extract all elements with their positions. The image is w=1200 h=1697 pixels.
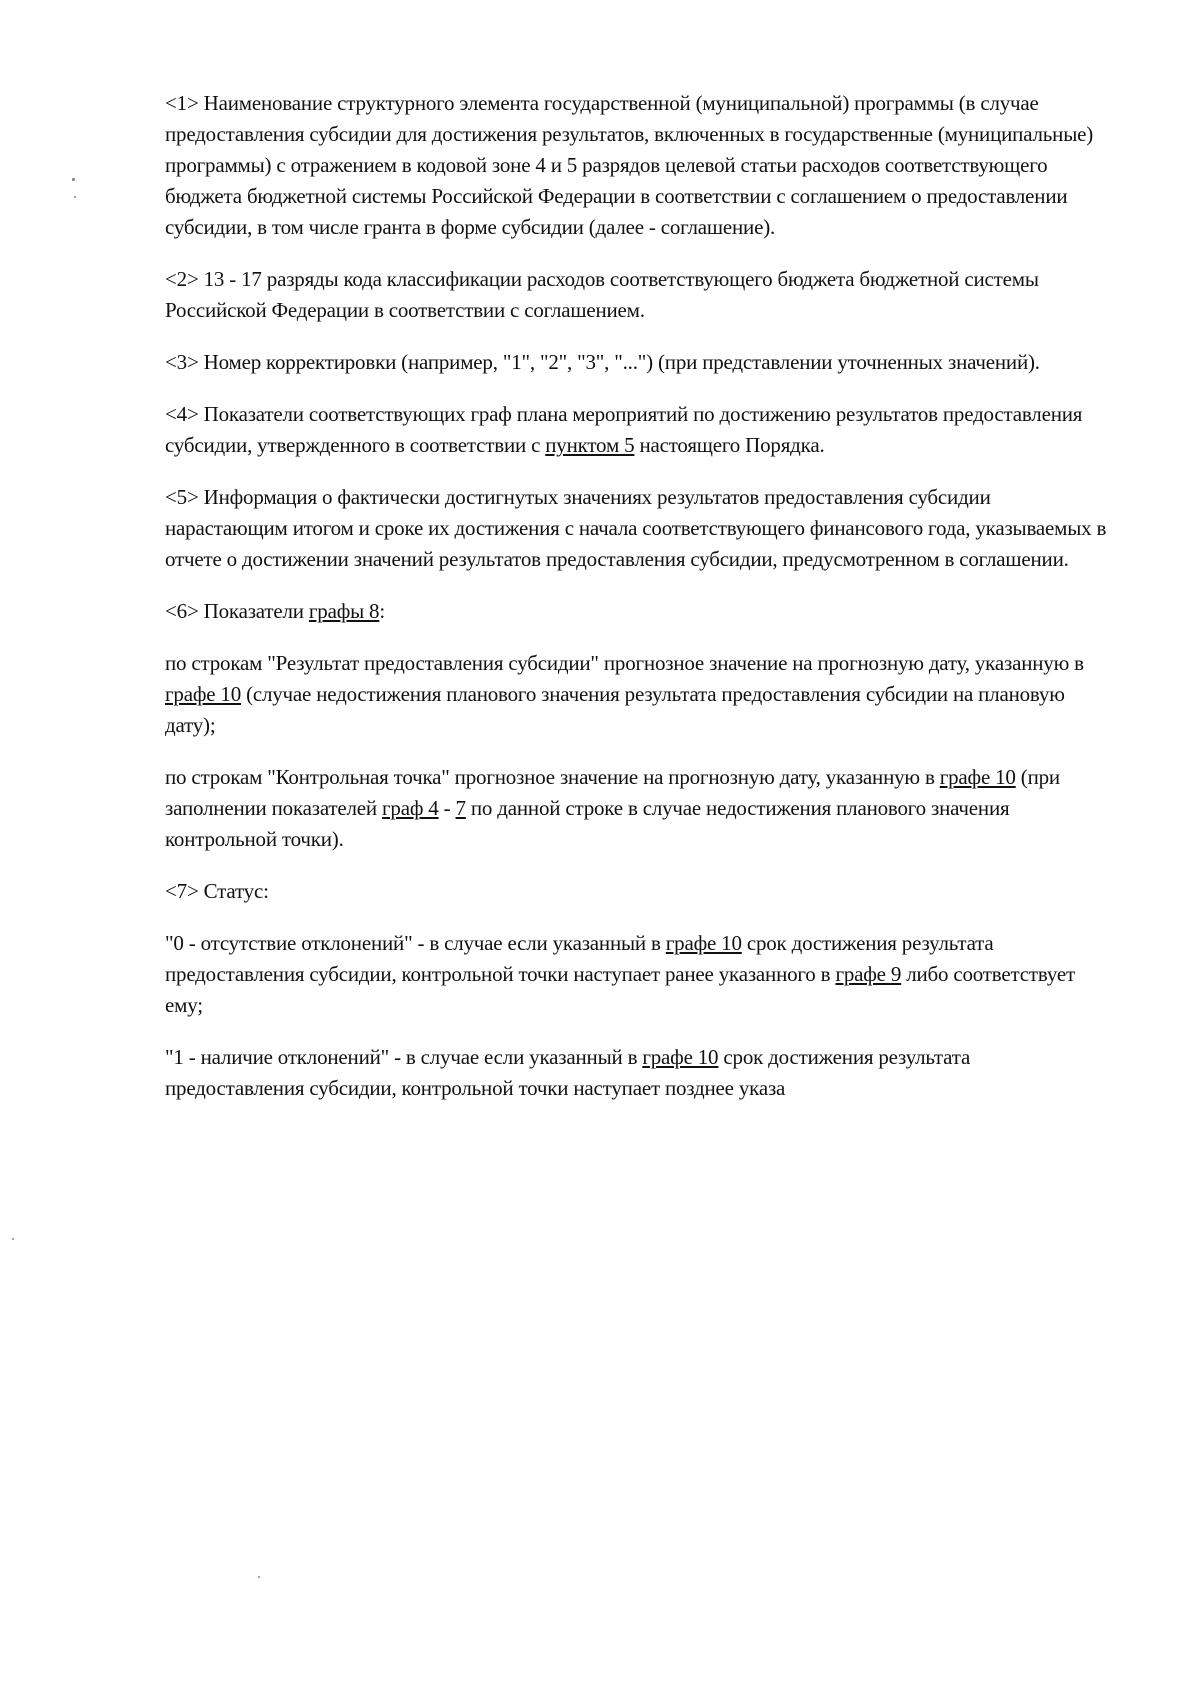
paragraph-text: срок достижения результата предоставления субсидии, контрольной точки наступает ранее указанного в: [165, 931, 994, 986]
paragraph-text: <7> Статус:: [165, 879, 269, 903]
scan-speck: [72, 178, 75, 181]
paragraph-text: по строкам "Контрольная точка" прогнозное значение на прогнозную дату, указанную в: [165, 765, 940, 789]
footnotes-text: [165, 88, 1113, 1125]
scan-speck: [74, 196, 76, 198]
paragraph-text: "1 - наличие отклонений" - в случае если указанный в: [165, 1045, 643, 1069]
footnote-paragraph-note-4: [165, 399, 1113, 461]
paragraph-text: <3> Номер корректировки (например, "1", "2", "3", "...") (при представлении уточненных значений).: [165, 350, 1040, 374]
paragraph-text: по данной строке в случае недостижения планового значения контрольной точки).: [165, 796, 1010, 851]
cross-reference-link[interactable]: графе 9: [835, 962, 902, 986]
footnote-paragraph-note-6: [165, 596, 1113, 627]
paragraph-text: либо соответствует ему;: [165, 962, 1075, 1017]
cross-reference-link[interactable]: 7: [455, 796, 466, 820]
footnote-paragraph-note-7-a: [165, 928, 1113, 1021]
cross-reference-link[interactable]: графе 10: [642, 1045, 719, 1069]
cross-reference-link[interactable]: графе 10: [939, 765, 1016, 789]
cross-reference-link[interactable]: пунктом 5: [545, 433, 635, 457]
scan-speck: [12, 1238, 14, 1240]
paragraph-text: <5> Информация о фактически достигнутых значениях результатов предоставления субсидии нарастающим итогом и сроке их достижения с начала соответствующего финансового года, указываемых в отчете о достижении значений результатов предоставления субсидии, предусмотренном в соглашении.: [165, 485, 1107, 571]
scan-speck: [258, 1576, 260, 1578]
paragraph-text: (случае недостижения планового значения результата предоставления субсидии на плановую дату);: [165, 682, 1065, 737]
paragraph-text: <2> 13 - 17 разряды кода классификации расходов соответствующего бюджета бюджетной системы Российской Федерации в соответствии с соглашением.: [165, 267, 1039, 322]
paragraph-text: срок достижения результата предоставления субсидии, контрольной точки наступает позднее указа: [165, 1045, 971, 1100]
paragraph-text: :: [379, 599, 386, 623]
cross-reference-link[interactable]: граф 4: [382, 796, 439, 820]
paragraph-text: настоящего Порядка.: [634, 433, 825, 457]
paragraph-text: <6> Показатели: [165, 599, 309, 623]
footnote-paragraph-note-5: [165, 482, 1113, 575]
footnote-paragraph-note-7-b: [165, 1042, 1113, 1104]
paragraph-text: -: [438, 796, 456, 820]
paragraph-text: по строкам "Результат предоставления субсидии" прогнозное значение на прогнозную дату, указанную в: [165, 651, 1084, 675]
footnote-paragraph-note-1: [165, 88, 1113, 243]
footnote-paragraph-note-6-a: [165, 648, 1113, 741]
cross-reference-link[interactable]: графе 10: [665, 931, 742, 955]
footnote-paragraph-note-2: [165, 264, 1113, 326]
cross-reference-link[interactable]: графы 8: [308, 599, 380, 623]
cross-reference-link[interactable]: графе 10: [165, 682, 242, 706]
paragraph-text: (при заполнении показателей: [165, 765, 1060, 820]
footnote-paragraph-note-6-b: [165, 762, 1113, 855]
footnote-paragraph-note-7: [165, 876, 1113, 907]
footnote-paragraph-note-3: [165, 347, 1113, 378]
paragraph-text: <4> Показатели соответствующих граф плана мероприятий по достижению результатов предоставления субсидии, утвержденного в соответствии с: [165, 402, 1083, 457]
paragraph-text: <1> Наименование структурного элемента государственной (муниципальной) программы (в случае предоставления субсидии для достижения результатов, включенных в государственные (муниципальные) программы) с отражением в кодовой зоне 4 и 5 разрядов целевой статьи расходов соответствующего бюджета бюджетной системы Российской Федерации в соответствии с соглашением о предоставлении субсидии, в том числе гранта в форме субсидии (далее - соглашение).: [165, 91, 1094, 239]
paragraph-text: "0 - отсутствие отклонений" - в случае если указанный в: [165, 931, 666, 955]
